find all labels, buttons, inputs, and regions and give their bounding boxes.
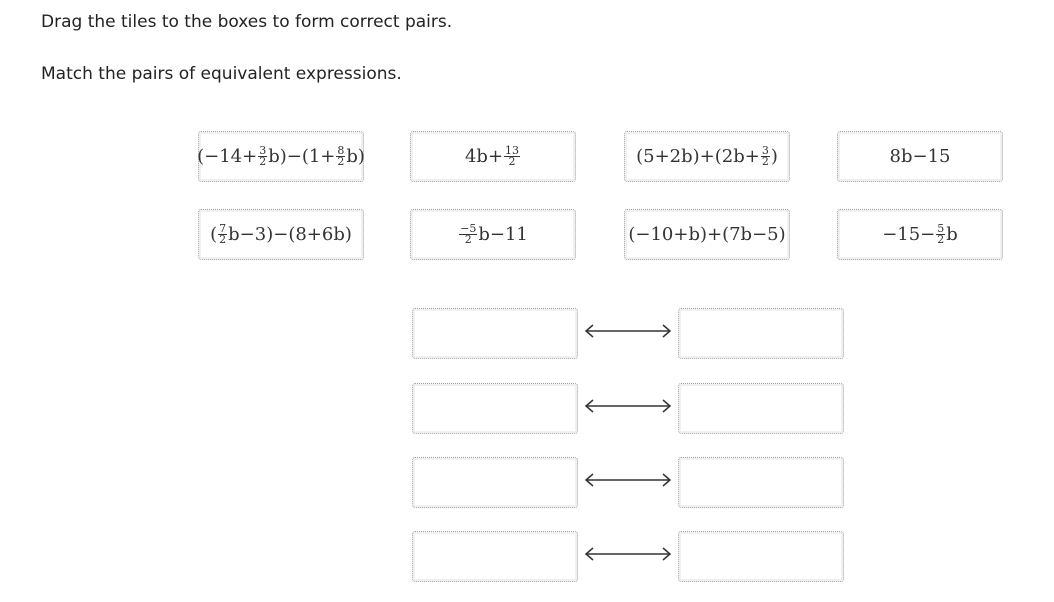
expression-text: b)−(1+ bbox=[268, 146, 336, 167]
drop-box-right[interactable] bbox=[678, 531, 844, 582]
expression-text: ) bbox=[770, 146, 778, 167]
instruction-match: Match the pairs of equivalent expressions. bbox=[41, 64, 402, 84]
tile-expression bbox=[636, 146, 778, 167]
tile-expression bbox=[465, 146, 521, 167]
expression-text: (−10+b)+(7b−5) bbox=[628, 224, 786, 245]
expression-tile[interactable] bbox=[198, 131, 364, 182]
instruction-drag: Drag the tiles to the boxes to form correct pairs. bbox=[41, 12, 453, 32]
drop-box-left[interactable] bbox=[412, 457, 578, 508]
expression-text: b) bbox=[346, 146, 365, 167]
tile-expression bbox=[882, 224, 958, 245]
drop-box-right[interactable] bbox=[678, 383, 844, 434]
fraction bbox=[936, 224, 945, 245]
expression-text: (−14+ bbox=[197, 146, 258, 167]
fraction-denominator: 2 bbox=[337, 155, 345, 168]
fraction-numerator: −5 bbox=[460, 222, 477, 235]
fraction-numerator: 13 bbox=[505, 144, 520, 157]
expression-tile[interactable] bbox=[837, 209, 1003, 260]
tile-expression bbox=[628, 224, 785, 245]
fraction-denominator: 2 bbox=[219, 233, 227, 246]
tile-expression bbox=[458, 224, 528, 245]
fraction-numerator: 3 bbox=[259, 144, 267, 157]
tile-expression bbox=[890, 146, 951, 167]
double-arrow-icon bbox=[584, 547, 672, 561]
expression-tile[interactable] bbox=[410, 209, 576, 260]
expression-tile[interactable] bbox=[837, 131, 1003, 182]
expression-text: b bbox=[946, 224, 958, 245]
expression-text: (5+2b)+(2b+ bbox=[636, 146, 760, 167]
expression-tile[interactable] bbox=[410, 131, 576, 182]
drop-box-right[interactable] bbox=[678, 308, 844, 359]
drop-box-right[interactable] bbox=[678, 457, 844, 508]
expression-text: −15− bbox=[882, 224, 936, 245]
fraction bbox=[258, 146, 267, 167]
expression-tile[interactable] bbox=[624, 209, 790, 260]
fraction-denominator: 2 bbox=[464, 233, 472, 246]
expression-text: b−11 bbox=[478, 224, 528, 245]
tile-expression bbox=[197, 146, 365, 167]
expression-tile[interactable] bbox=[624, 131, 790, 182]
fraction-denominator: 2 bbox=[937, 233, 945, 246]
double-arrow-icon bbox=[584, 399, 672, 413]
tile-expression bbox=[210, 224, 352, 245]
expression-text: b−3)−(8+6b) bbox=[228, 224, 352, 245]
drop-box-left[interactable] bbox=[412, 308, 578, 359]
fraction bbox=[504, 146, 520, 167]
expression-tile[interactable] bbox=[198, 209, 364, 260]
fraction bbox=[459, 224, 477, 245]
expression-text: 4b+ bbox=[464, 146, 504, 167]
expression-text: ( bbox=[210, 224, 218, 245]
fraction bbox=[218, 224, 227, 245]
drop-box-left[interactable] bbox=[412, 531, 578, 582]
fraction-denominator: 2 bbox=[761, 155, 769, 168]
fraction-numerator: 7 bbox=[219, 222, 227, 235]
fraction bbox=[336, 146, 345, 167]
fraction-numerator: 5 bbox=[937, 222, 945, 235]
drop-box-left[interactable] bbox=[412, 383, 578, 434]
double-arrow-icon bbox=[584, 324, 672, 338]
fraction bbox=[761, 146, 770, 167]
fraction-denominator: 2 bbox=[259, 155, 267, 168]
fraction-numerator: 8 bbox=[337, 144, 345, 157]
double-arrow-icon bbox=[584, 473, 672, 487]
expression-text: 8b−15 bbox=[889, 146, 951, 167]
fraction-denominator: 2 bbox=[508, 155, 516, 168]
fraction-numerator: 3 bbox=[761, 144, 769, 157]
